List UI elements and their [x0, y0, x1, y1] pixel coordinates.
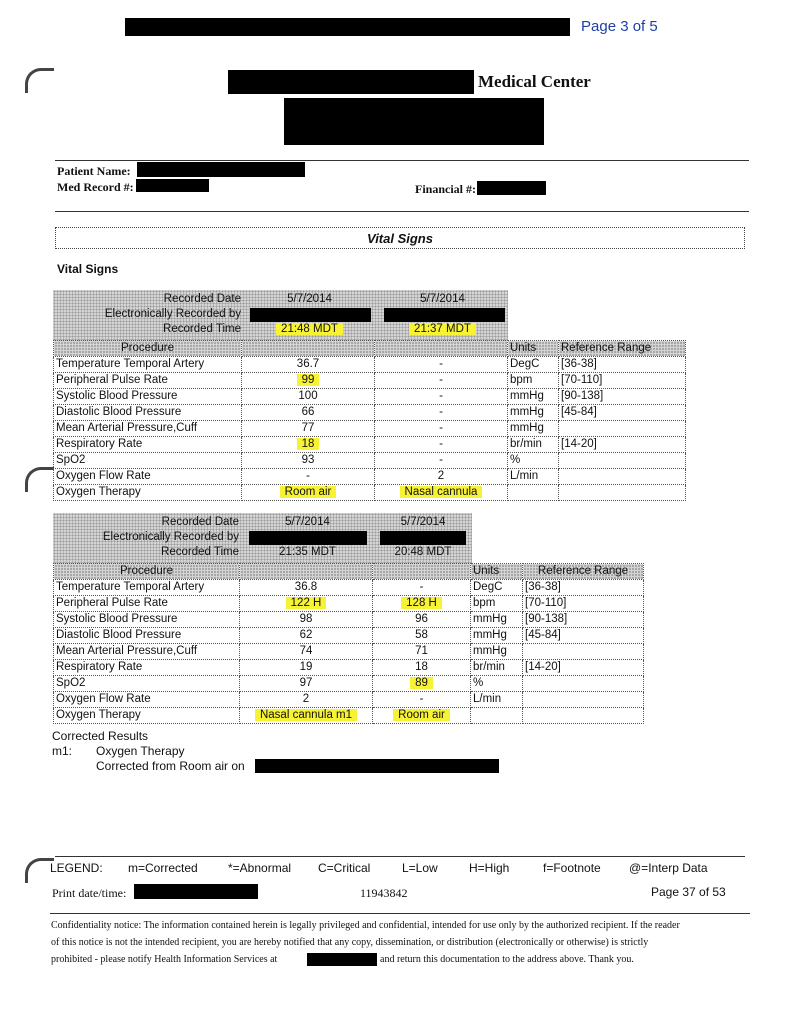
- header-rule: [55, 160, 749, 161]
- print-datetime-label: Print date/time:: [52, 886, 127, 900]
- vital-signs-table-1: [53, 290, 685, 502]
- recorded-by-label: Electronically Recorded by: [104, 308, 241, 320]
- procedure-header: Procedure: [54, 564, 240, 580]
- recorded-time-label: Recorded Time: [161, 546, 239, 558]
- table-row: SpO2 97 89 %: [54, 676, 644, 692]
- table-row: Systolic Blood Pressure 98 96 mmHg [90-138]: [54, 612, 644, 628]
- page-indicator: Page 3 of 5: [581, 18, 658, 35]
- redacted-header-bar: [125, 18, 570, 36]
- table-row: Systolic Blood Pressure 100 - mmHg [90-138]: [54, 389, 686, 405]
- legend-footnote: f=Footnote: [543, 861, 601, 875]
- punch-hole-middle: [25, 467, 54, 492]
- punch-hole-top: [25, 68, 54, 93]
- redacted-recorder-1: [250, 308, 371, 322]
- table-1-col1-date: 5/7/2014: [287, 293, 332, 305]
- table-1-grid: [53, 340, 686, 501]
- legend-rule: [55, 856, 745, 857]
- patient-rule: [55, 211, 749, 212]
- confidentiality-line-3b: and return this documentation to the address above. Thank you.: [380, 954, 634, 965]
- table-2-col2-date: 5/7/2014: [400, 516, 446, 528]
- reference-range-header: Reference Range: [559, 341, 686, 357]
- confidentiality-line-2: of this notice is not the intended recipient, you are hereby notified that any copy, dissemination, or distribution (electronically or otherwise) is strictly: [51, 937, 649, 948]
- footer-rule: [50, 913, 750, 914]
- table-row: Respiratory Rate 19 18 br/min [14-20]: [54, 660, 644, 676]
- redacted-phone-number: [307, 953, 377, 966]
- confidentiality-line-3a: prohibited - please notify Health Information Services at: [51, 954, 278, 965]
- units-header: Units: [471, 564, 523, 580]
- financial-label: Financial #:: [415, 182, 477, 196]
- redacted-facility-name: [228, 70, 474, 94]
- recorded-date-label: Recorded Date: [161, 516, 239, 528]
- redacted-recorder-3: [249, 531, 367, 545]
- corrected-results-title: Corrected Results: [52, 729, 149, 743]
- corrected-marker: m1:: [52, 744, 73, 758]
- table-row: Oxygen Therapy Room air Nasal cannula: [54, 485, 686, 501]
- legend-critical: C=Critical: [318, 861, 371, 875]
- redacted-print-datetime: [134, 884, 258, 899]
- table-row: Temperature Temporal Artery 36.8 - DegC [36-38]: [54, 580, 644, 596]
- units-header: Units: [508, 341, 559, 357]
- table-2-grid: [53, 563, 644, 724]
- section-title: Vital Signs: [57, 262, 119, 276]
- redacted-recorder-2: [384, 308, 505, 322]
- facility-suffix: Medical Center: [478, 72, 591, 91]
- document-number: 11943842: [360, 886, 408, 900]
- corrected-item: Oxygen Therapy: [96, 744, 185, 758]
- table-row: SpO2 93 - %: [54, 453, 686, 469]
- procedure-header: Procedure: [54, 341, 242, 357]
- table-row: Diastolic Blood Pressure 66 - mmHg [45-84]: [54, 405, 686, 421]
- table-row: Temperature Temporal Artery 36.7 - DegC [36-38]: [54, 357, 686, 373]
- table-1-column-header: [54, 341, 686, 357]
- legend-high: H=High: [469, 861, 510, 875]
- table-row: Oxygen Flow Rate 2 - L/min: [54, 692, 644, 708]
- table-row: Oxygen Therapy Nasal cannula m1 Room air: [54, 708, 644, 724]
- legend-abnormal: *=Abnormal: [228, 861, 292, 875]
- med-record-label: Med Record #:: [57, 180, 134, 194]
- redacted-correction-date: [255, 759, 499, 773]
- redacted-patient-name: [137, 162, 305, 177]
- redacted-recorder-4: [380, 531, 466, 545]
- recorded-date-label: Recorded Date: [163, 293, 241, 305]
- table-1-col2-time: 21:37 MDT: [376, 322, 509, 337]
- table-row: Diastolic Blood Pressure 62 58 mmHg [45-84]: [54, 628, 644, 644]
- corrected-detail: Corrected from Room air on: [96, 759, 245, 773]
- legend-corrected: m=Corrected: [128, 861, 198, 875]
- table-row: Oxygen Flow Rate - 2 L/min: [54, 469, 686, 485]
- recorded-by-label: Electronically Recorded by: [102, 531, 239, 543]
- redacted-facility-address: [284, 98, 544, 145]
- vital-signs-table-2: [53, 513, 643, 725]
- table-row: Peripheral Pulse Rate 122 H 128 H bpm [70-110]: [54, 596, 644, 612]
- vital-signs-banner: [55, 227, 745, 249]
- table-row: Peripheral Pulse Rate 99 - bpm [70-110]: [54, 373, 686, 389]
- table-row: Mean Arterial Pressure,Cuff 74 71 mmHg: [54, 644, 644, 660]
- table-1-col2-date: 5/7/2014: [420, 293, 465, 305]
- table-2-col1-time: 21:35 MDT: [279, 546, 336, 558]
- table-1-col1-time: 21:48 MDT: [243, 322, 376, 337]
- table-row: Respiratory Rate 18 - br/min [14-20]: [54, 437, 686, 453]
- table-2-column-header: [54, 564, 644, 580]
- table-2-col2-time: 20:48 MDT: [394, 546, 452, 558]
- table-2-col1-date: 5/7/2014: [285, 516, 330, 528]
- redacted-med-record: [136, 179, 209, 192]
- reference-range-header: Reference Range: [523, 564, 644, 580]
- recorded-time-label: Recorded Time: [163, 323, 241, 335]
- legend-interp-data: @=Interp Data: [629, 861, 708, 875]
- confidentiality-line-1: Confidentiality notice: The information contained herein is legally privileged and confidential, intended for use only by the authorized recipient. If the reader: [51, 920, 680, 931]
- page-number: Page 37 of 53: [651, 885, 726, 899]
- legend-low: L=Low: [402, 861, 438, 875]
- patient-name-label: Patient Name:: [57, 164, 131, 178]
- redacted-financial: [477, 181, 546, 195]
- table-row: Mean Arterial Pressure,Cuff 77 - mmHg: [54, 421, 686, 437]
- banner-title: Vital Signs: [367, 231, 433, 246]
- legend-label: LEGEND:: [50, 861, 103, 875]
